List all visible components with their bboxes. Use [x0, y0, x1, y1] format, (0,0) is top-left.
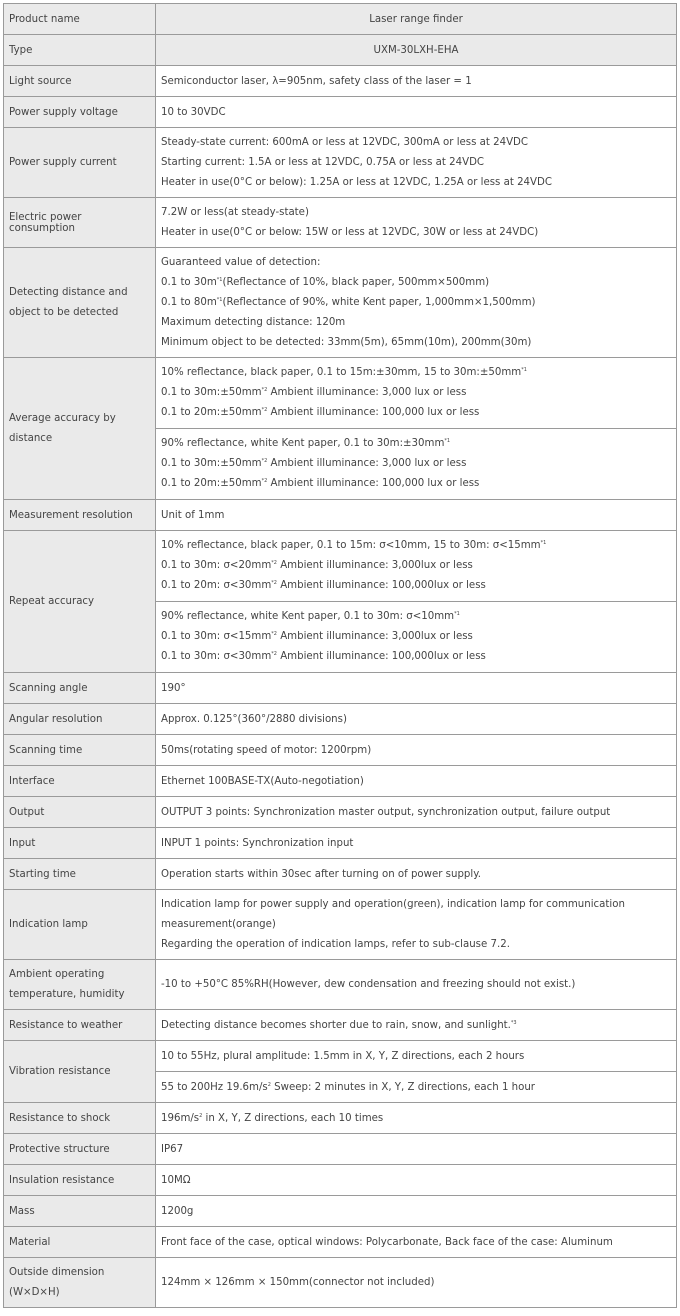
- text-line: 10% reflectance, black paper, 0.1 to 15m: σ<10mm, 15 to 30m: $\sigma<15mm^{*1}$: [161, 540, 547, 551]
- row-product-name: [4, 4, 677, 35]
- label-starting-time: Starting time: [4, 859, 156, 890]
- value-measurement-resolution: Unit of 1mm: [156, 500, 677, 531]
- value-resistance-to-weather: Detecting distance becomes shorter due to rain, snow, and sunlight.$^{*3}$: [156, 1010, 677, 1041]
- label-indication-lamp: Indication lamp: [4, 890, 156, 960]
- row-material: [4, 1227, 677, 1258]
- row-protective-structure: [4, 1134, 677, 1165]
- specification-table: [3, 3, 677, 1308]
- row-starting-time: [4, 859, 677, 890]
- value-repeat-accuracy-white: [156, 602, 677, 673]
- label-angular-resolution: Angular resolution: [4, 704, 156, 735]
- text-line: 0.1 to 30m: $\sigma<20mm^{*2}$ Ambient illuminance: 3,000lux or less: [161, 560, 473, 571]
- text-line: Heater in use(0°C or below): 1.25A or less at 12VDC, 1.25A or less at 24VDC: [161, 176, 552, 188]
- text-line: 0.1 to $30m^{*1}(Reflectance$ of 10%, black paper, 500mm×500mm): [161, 276, 490, 288]
- text-line: 0.1 to $20m:\pm 50mm^{*2}$ Ambient illuminance: 100,000 lux or less: [161, 407, 480, 418]
- text-line: 90% reflectance, white Kent paper, 0.1 to $30m:\pm 30mm^{*1}$: [161, 438, 451, 449]
- text-line: Starting current: 1.5A or less at 12VDC, 0.75A or less at 24VDC: [161, 156, 485, 168]
- text-line: Maximum detecting distance: 120m: [161, 316, 346, 328]
- label-resistance-to-weather: Resistance to weather: [4, 1010, 156, 1041]
- value-light-source: Semiconductor laser, λ=905nm, safety class of the laser = 1: [156, 66, 677, 97]
- text-line: 10% reflectance, black paper, 0.1 to 15m:±30mm, 15 to $30m:\pm 50mm^{*1}$: [161, 367, 527, 378]
- row-power-supply-current: [4, 128, 677, 198]
- label-protective-structure: Protective structure: [4, 1134, 156, 1165]
- value-detecting-distance: [156, 248, 677, 358]
- label-vibration-resistance: Vibration resistance: [4, 1041, 156, 1103]
- text-line: 0.1 to $30m:\pm 50mm^{*2}$ Ambient illuminance: 3,000 lux or less: [161, 458, 467, 469]
- value-type: UXM-30LXH-EHA: [156, 35, 677, 66]
- row-measurement-resolution: [4, 500, 677, 531]
- value-resistance-to-shock: $196m/s^2$ in X, Y, Z directions, each 10 times: [156, 1103, 677, 1134]
- row-detecting-distance: [4, 248, 677, 358]
- value-angular-resolution: Approx. 0.125°(360°/2880 divisions): [156, 704, 677, 735]
- row-insulation-resistance: [4, 1165, 677, 1196]
- row-interface: [4, 766, 677, 797]
- row-power-supply-voltage: [4, 97, 677, 128]
- value-input: INPUT 1 points: Synchronization input: [156, 828, 677, 859]
- row-resistance-to-shock: [4, 1103, 677, 1134]
- text-line: Regarding the operation of indication lamps, refer to sub-clause 7.2.: [161, 938, 510, 950]
- label-light-source: Light source: [4, 66, 156, 97]
- value-starting-time: Operation starts within 30sec after turning on of power supply.: [156, 859, 677, 890]
- text-line: 0.1 to 20m: $\sigma<30mm^{*2}$ Ambient illuminance: 100,000lux or less: [161, 580, 486, 591]
- value-average-accuracy-white: [156, 429, 677, 500]
- text-line: Steady-state current: 600mA or less at 12VDC, 300mA or less at 24VDC: [161, 136, 529, 148]
- text-line: Guaranteed value of detection:: [161, 256, 321, 268]
- value-scanning-time: 50ms(rotating speed of motor: 1200rpm): [156, 735, 677, 766]
- row-output: [4, 797, 677, 828]
- row-electric-power-consumption: [4, 198, 677, 248]
- row-ambient-operating: [4, 960, 677, 1010]
- label-interface: Interface: [4, 766, 156, 797]
- value-interface: Ethernet 100BASE-TX(Auto-negotiation): [156, 766, 677, 797]
- value-indication-lamp: [156, 890, 677, 960]
- text-line: 0.1 to 30m: $\sigma<30mm^{*2}$ Ambient illuminance: 100,000lux or less: [161, 651, 486, 662]
- row-outside-dimension: [4, 1258, 677, 1308]
- value-output: OUTPUT 3 points: Synchronization master output, synchronization output, failure output: [156, 797, 677, 828]
- value-repeat-accuracy-black: [156, 531, 677, 602]
- value-vibration-resistance-low: 10 to 55Hz, plural amplitude: 1.5mm in X, Y, Z directions, each 2 hours: [156, 1041, 677, 1072]
- row-mass: [4, 1196, 677, 1227]
- text-line: 0.1 to $20m:\pm 50mm^{*2}$ Ambient illuminance: 100,000 lux or less: [161, 478, 480, 489]
- text-line: 90% reflectance, white Kent paper, 0.1 to 30m: $\sigma<10mm^{*1}$: [161, 611, 460, 622]
- value-product-name: Laser range finder: [156, 4, 677, 35]
- row-vibration-resistance: [4, 1041, 677, 1072]
- row-angular-resolution: [4, 704, 677, 735]
- value-mass: 1200g: [156, 1196, 677, 1227]
- text-line: 0.1 to 30m: $\sigma<15mm^{*2}$ Ambient illuminance: 3,000lux or less: [161, 631, 473, 642]
- row-average-accuracy: [4, 358, 677, 429]
- label-resistance-to-shock: Resistance to shock: [4, 1103, 156, 1134]
- label-product-name: Product name: [4, 4, 156, 35]
- label-average-accuracy: Average accuracy by distance: [4, 358, 156, 500]
- value-power-supply-current: [156, 128, 677, 198]
- value-vibration-resistance-high: 55 to 200Hz $19.6m/s^2$ Sweep: 2 minutes in X, Y, Z directions, each 1 hour: [156, 1072, 677, 1103]
- value-material: Front face of the case, optical windows: Polycarbonate, Back face of the case: Aluminum: [156, 1227, 677, 1258]
- label-output: Output: [4, 797, 156, 828]
- row-indication-lamp: [4, 890, 677, 960]
- label-repeat-accuracy: Repeat accuracy: [4, 531, 156, 673]
- label-scanning-time: Scanning time: [4, 735, 156, 766]
- label-electric-power-consumption: Electric power consumption: [4, 198, 156, 248]
- label-power-supply-current: Power supply current: [4, 128, 156, 198]
- value-insulation-resistance: 10MΩ: [156, 1165, 677, 1196]
- text-line: 7.2W or less(at steady-state): [161, 206, 309, 218]
- label-mass: Mass: [4, 1196, 156, 1227]
- value-ambient-operating: -10 to +50°C 85%RH(However, dew condensation and freezing should not exist.): [156, 960, 677, 1010]
- text-line: Heater in use(0°C or below: 15W or less at 12VDC, 30W or less at 24VDC): [161, 226, 539, 238]
- label-measurement-resolution: Measurement resolution: [4, 500, 156, 531]
- label-input: Input: [4, 828, 156, 859]
- row-resistance-to-weather: [4, 1010, 677, 1041]
- text-line: 0.1 to $80m^{*1}(Reflectance$ of 90%, white Kent paper, 1,000mm×1,500mm): [161, 296, 536, 308]
- row-scanning-angle: [4, 673, 677, 704]
- row-input: [4, 828, 677, 859]
- label-material: Material: [4, 1227, 156, 1258]
- row-repeat-accuracy: [4, 531, 677, 602]
- label-scanning-angle: Scanning angle: [4, 673, 156, 704]
- value-power-supply-voltage: 10 to 30VDC: [156, 97, 677, 128]
- value-electric-power-consumption: [156, 198, 677, 248]
- value-protective-structure: IP67: [156, 1134, 677, 1165]
- value-average-accuracy-black: [156, 358, 677, 429]
- label-type: Type: [4, 35, 156, 66]
- row-scanning-time: [4, 735, 677, 766]
- value-outside-dimension: 124mm × 126mm × 150mm(connector not included): [156, 1258, 677, 1308]
- value-scanning-angle: 190°: [156, 673, 677, 704]
- label-outside-dimension: Outside dimension (W×D×H): [4, 1258, 156, 1308]
- row-light-source: [4, 66, 677, 97]
- label-insulation-resistance: Insulation resistance: [4, 1165, 156, 1196]
- row-type: [4, 35, 677, 66]
- label-detecting-distance: Detecting distance and object to be detected: [4, 248, 156, 358]
- label-power-supply-voltage: Power supply voltage: [4, 97, 156, 128]
- label-ambient-operating: Ambient operating temperature, humidity: [4, 960, 156, 1010]
- text-line: 0.1 to $30m:\pm 50mm^{*2}$ Ambient illuminance: 3,000 lux or less: [161, 387, 467, 398]
- text-line: Indication lamp for power supply and operation(green), indication lamp for communication measurement(orange): [161, 898, 625, 930]
- text-line: Minimum object to be detected: 33mm(5m), 65mm(10m), 200mm(30m): [161, 336, 532, 348]
